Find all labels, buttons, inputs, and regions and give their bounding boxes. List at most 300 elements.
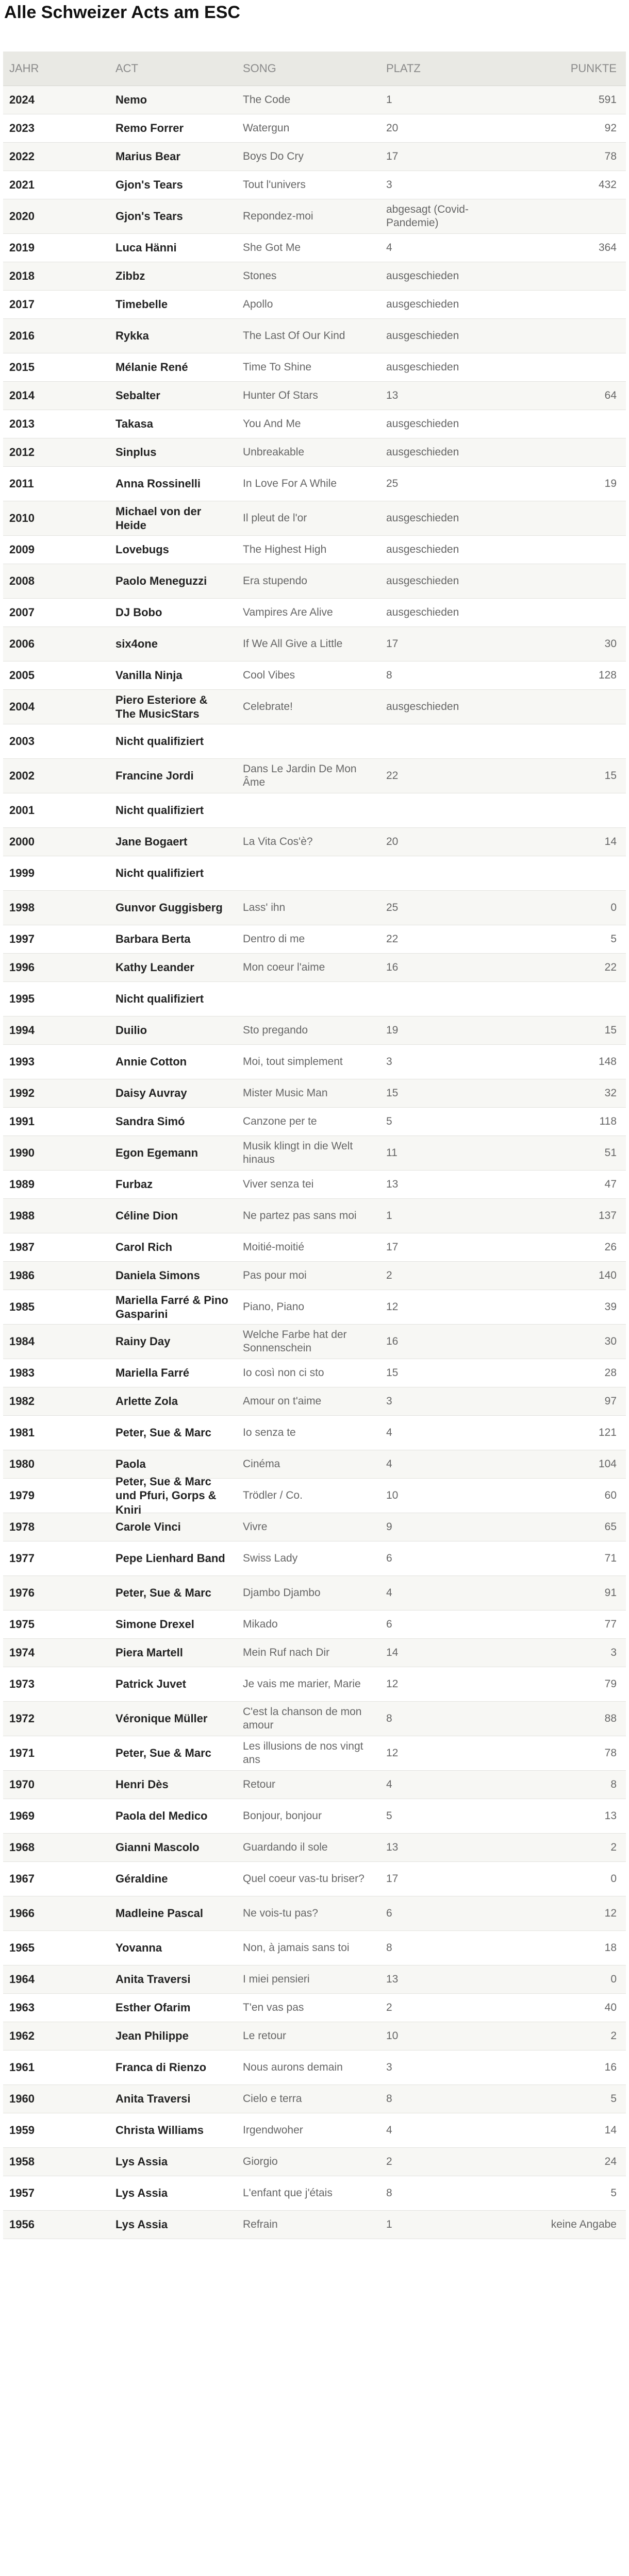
cell-punkte: 13 (604, 1809, 617, 1822)
cell-act: Nicht qualifiziert (115, 735, 204, 748)
cell-song: Cinéma (243, 1458, 280, 1470)
cell-platz: ausgeschieden (386, 574, 459, 587)
cell-act: Piera Martell (115, 1646, 183, 1659)
cell-year: 2006 (9, 637, 35, 651)
cell-song: Amour on t'aime (243, 1395, 322, 1407)
cell-platz: 10 (386, 2029, 399, 2042)
table-row (3, 1416, 626, 1450)
table-row (3, 1771, 626, 1799)
cell-act: Mariella Farré (115, 1366, 190, 1380)
table-row (3, 1799, 626, 1834)
cell-year: 2017 (9, 298, 35, 311)
cell-act: Daisy Auvray (115, 1087, 187, 1100)
table-row (3, 564, 626, 599)
cell-punkte: 591 (598, 93, 617, 106)
cell-act: Arlette Zola (115, 1395, 178, 1408)
cell-platz: 17 (386, 637, 399, 650)
cell-act: Yovanna (115, 1941, 162, 1955)
cell-year: 2012 (9, 446, 35, 459)
cell-song: Lass' ihn (243, 901, 286, 913)
table-row (3, 2050, 626, 2085)
cell-punkte: 5 (610, 2187, 617, 2199)
cell-act: Peter, Sue & Marc und Pfuri, Gorps & Kniri (115, 1475, 217, 1516)
cell-song: Stones (243, 269, 277, 282)
cell-year: 1978 (9, 1520, 35, 1534)
cell-year: 1979 (9, 1489, 35, 1502)
table-row (3, 410, 626, 438)
cell-platz: 15 (386, 1087, 399, 1099)
cell-platz: 3 (386, 2061, 392, 2073)
cell-platz: 3 (386, 1055, 392, 1067)
cell-year: 1999 (9, 867, 35, 880)
table-row (3, 1611, 626, 1639)
cell-year: 2002 (9, 769, 35, 783)
cell-punkte: 30 (604, 637, 617, 650)
cell-year: 2000 (9, 835, 35, 849)
cell-act: Lys Assia (115, 2187, 168, 2200)
cell-punkte: 2 (610, 2029, 617, 2042)
cell-song: Swiss Lady (243, 1552, 298, 1564)
table-row (3, 1199, 626, 1233)
cell-year: 2020 (9, 210, 35, 223)
table-row (3, 793, 626, 828)
table-row (3, 467, 626, 501)
cell-act: Michael von der Heide (115, 504, 202, 532)
cell-act: Sandra Simó (115, 1115, 185, 1128)
table-row (3, 353, 626, 382)
cell-year: 2019 (9, 241, 35, 255)
cell-platz: 8 (386, 1941, 392, 1954)
cell-year: 1969 (9, 1809, 35, 1823)
cell-punkte: keine Angabe (551, 2218, 617, 2230)
cell-punkte: 77 (604, 1618, 617, 1630)
cell-act: Barbara Berta (115, 933, 191, 946)
cell-punkte: 2 (610, 1841, 617, 1853)
table-row (3, 1994, 626, 2022)
cell-song: Time To Shine (243, 361, 312, 373)
cell-platz: 6 (386, 1552, 392, 1564)
cell-platz: ausgeschieden (386, 417, 459, 430)
cell-year: 2010 (9, 512, 35, 525)
cell-year: 2022 (9, 150, 35, 163)
cell-year: 1996 (9, 961, 35, 974)
cell-act: Mariella Farré & Pino Gasparini (115, 1293, 228, 1320)
cell-song: Mister Music Man (243, 1087, 328, 1099)
cell-song: The Last Of Our Kind (243, 329, 345, 342)
cell-punkte: 5 (610, 2092, 617, 2105)
cell-song: Dans Le Jardin De Mon Âme (243, 762, 357, 788)
cell-act: Simone Drexel (115, 1618, 194, 1631)
cell-act: six4one (115, 637, 158, 651)
cell-song: Bonjour, bonjour (243, 1809, 322, 1822)
cell-platz: 2 (386, 2001, 392, 2013)
cell-punkte: 8 (610, 1778, 617, 1790)
header-year: JAHR (9, 62, 39, 75)
cell-year: 1965 (9, 1941, 35, 1955)
table-row (3, 2085, 626, 2113)
cell-act: Egon Egemann (115, 1146, 198, 1160)
cell-act: Kathy Leander (115, 961, 194, 974)
table-row (3, 1079, 626, 1108)
cell-song: Irgendwoher (243, 2124, 303, 2136)
cell-punkte: 3 (610, 1646, 617, 1658)
table-row (3, 382, 626, 410)
cell-platz: 1 (386, 1209, 392, 1222)
cell-song: Celebrate! (243, 700, 293, 713)
cell-punkte: 128 (598, 669, 617, 681)
cell-act: Vanilla Ninja (115, 669, 183, 682)
cell-punkte: 28 (604, 1366, 617, 1379)
cell-year: 1968 (9, 1841, 35, 1854)
cell-punkte: 0 (610, 1872, 617, 1885)
cell-year: 1975 (9, 1618, 35, 1631)
cell-platz: 4 (386, 1586, 392, 1599)
cell-punkte: 24 (604, 2155, 617, 2167)
cell-punkte: 60 (604, 1489, 617, 1501)
cell-punkte: 5 (610, 933, 617, 945)
cell-year: 1992 (9, 1087, 35, 1100)
cell-song: Cielo e terra (243, 2092, 302, 2105)
cell-year: 1994 (9, 1024, 35, 1037)
cell-year: 1966 (9, 1907, 35, 1920)
cell-act: Christa Williams (115, 2124, 204, 2137)
cell-song: Quel coeur vas-tu briser? (243, 1872, 365, 1885)
cell-platz: 8 (386, 2187, 392, 2199)
cell-platz: 1 (386, 2218, 392, 2230)
cell-act: Jean Philippe (115, 2029, 189, 2043)
table-row (3, 2176, 626, 2211)
cell-act: Nicht qualifiziert (115, 992, 204, 1006)
cell-act: Sebalter (115, 389, 160, 402)
cell-act: Francine Jordi (115, 769, 194, 783)
cell-song: Il pleut de l'or (243, 512, 307, 524)
cell-song: L'enfant que j'étais (243, 2187, 333, 2199)
cell-platz: 3 (386, 178, 392, 191)
cell-platz: ausgeschieden (386, 298, 459, 310)
cell-year: 1986 (9, 1269, 35, 1282)
cell-platz: 13 (386, 1841, 399, 1853)
cell-year: 1967 (9, 1872, 35, 1886)
cell-song: Mon coeur l'aime (243, 961, 325, 973)
cell-song: Les illusions de nos vingt ans (243, 1740, 363, 1766)
header-punkte: PUNKTE (570, 62, 617, 75)
cell-song: Io senza te (243, 1426, 296, 1438)
cell-act: Anna Rossinelli (115, 477, 201, 490)
cell-act: Paola (115, 1458, 146, 1471)
cell-song: In Love For A While (243, 477, 337, 489)
cell-act: Zibbz (115, 269, 145, 283)
cell-punkte: 91 (604, 1586, 617, 1599)
cell-act: Sinplus (115, 446, 157, 459)
cell-act: Luca Hänni (115, 241, 177, 255)
table-row (3, 1639, 626, 1667)
cell-song: Djambo Djambo (243, 1586, 321, 1599)
cell-song: Sto pregando (243, 1024, 308, 1036)
cell-punkte: 12 (604, 1907, 617, 1919)
cell-act: Mélanie René (115, 361, 188, 374)
cell-year: 1960 (9, 2092, 35, 2106)
cell-punkte: 39 (604, 1300, 617, 1313)
cell-act: Patrick Juvet (115, 1677, 186, 1691)
cell-year: 1974 (9, 1646, 35, 1659)
table-row (3, 759, 626, 793)
cell-song: Pas pour moi (243, 1269, 307, 1281)
cell-platz: ausgeschieden (386, 700, 459, 713)
table-row (3, 1965, 626, 1994)
cell-act: Pepe Lienhard Band (115, 1552, 225, 1565)
cell-platz: 10 (386, 1489, 399, 1501)
cell-song: Mein Ruf nach Dir (243, 1646, 330, 1658)
cell-year: 2021 (9, 178, 35, 192)
cell-platz: 1 (386, 93, 392, 106)
cell-platz: 20 (386, 835, 399, 848)
cell-act: Piero Esteriore & The MusicStars (115, 693, 208, 720)
cell-platz: 5 (386, 1809, 392, 1822)
cell-act: Nemo (115, 93, 147, 107)
cell-year: 2011 (9, 477, 34, 490)
cell-song: I miei pensieri (243, 1973, 310, 1985)
cell-song: Retour (243, 1778, 276, 1790)
cell-act: Lys Assia (115, 2155, 168, 2168)
cell-year: 2014 (9, 389, 35, 402)
cell-platz: 9 (386, 1520, 392, 1533)
cell-platz: 2 (386, 1269, 392, 1281)
cell-year: 2024 (9, 93, 35, 107)
cell-song: Vampires Are Alive (243, 606, 333, 618)
cell-year: 1976 (9, 1586, 35, 1600)
cell-year: 2001 (9, 804, 35, 817)
cell-act: DJ Bobo (115, 606, 162, 619)
cell-act: Rykka (115, 329, 149, 343)
cell-punkte: 104 (598, 1458, 617, 1470)
table-row (3, 1325, 626, 1359)
cell-act: Gjon's Tears (115, 210, 183, 223)
cell-platz: ausgeschieden (386, 329, 459, 342)
table-row (3, 2022, 626, 2050)
cell-act: Lovebugs (115, 543, 169, 556)
cell-act: Marius Bear (115, 150, 180, 163)
cell-platz: 4 (386, 241, 392, 253)
table-row (3, 1136, 626, 1171)
table-row (3, 925, 626, 954)
table-row (3, 291, 626, 319)
cell-song: Ne partez pas sans moi (243, 1209, 357, 1222)
cell-year: 2018 (9, 269, 35, 283)
cell-year: 2009 (9, 543, 35, 556)
cell-act: Anita Traversi (115, 1973, 191, 1986)
cell-act: Nicht qualifiziert (115, 867, 204, 880)
cell-platz: 3 (386, 1395, 392, 1407)
cell-song: Tout l'univers (243, 178, 306, 191)
table-row (3, 1896, 626, 1931)
cell-year: 1956 (9, 2218, 35, 2231)
cell-act: Paolo Meneguzzi (115, 574, 207, 588)
cell-song: Musik klingt in die Welt hinaus (243, 1140, 353, 1165)
cell-punkte: 71 (604, 1552, 617, 1564)
cell-song: Vivre (243, 1520, 268, 1533)
cell-platz: 12 (386, 1300, 399, 1313)
cell-year: 1997 (9, 933, 35, 946)
cell-punkte: 64 (604, 389, 617, 401)
cell-year: 1957 (9, 2187, 35, 2200)
table-row (3, 1541, 626, 1576)
cell-punkte: 78 (604, 1747, 617, 1759)
cell-act: Takasa (115, 417, 153, 431)
cell-song: Viver senza tei (243, 1178, 314, 1190)
cell-platz: 4 (386, 1458, 392, 1470)
cell-year: 1995 (9, 992, 35, 1006)
cell-song: Watergun (243, 122, 290, 134)
cell-year: 1988 (9, 1209, 35, 1223)
cell-platz: ausgeschieden (386, 269, 459, 282)
table-header (3, 52, 626, 86)
cell-year: 1993 (9, 1055, 35, 1069)
table-row (3, 1171, 626, 1199)
cell-punkte: 0 (610, 1973, 617, 1985)
cell-song: Refrain (243, 2218, 278, 2230)
table-row (3, 1834, 626, 1862)
cell-year: 1961 (9, 2061, 35, 2074)
cell-year: 1982 (9, 1395, 35, 1408)
cell-year: 1962 (9, 2029, 35, 2043)
table-row (3, 2148, 626, 2176)
cell-song: Trödler / Co. (243, 1489, 303, 1501)
table-row (3, 1667, 626, 1702)
cell-song: La Vita Cos'è? (243, 835, 313, 848)
cell-act: Paola del Medico (115, 1809, 208, 1823)
cell-punkte: 79 (604, 1677, 617, 1690)
cell-platz: 4 (386, 2124, 392, 2136)
cell-act: Rainy Day (115, 1335, 171, 1348)
table-row (3, 1108, 626, 1136)
cell-year: 1973 (9, 1677, 35, 1691)
table-body (3, 86, 626, 2239)
cell-punkte: 78 (604, 150, 617, 162)
cell-punkte: 16 (604, 2061, 617, 2073)
cell-act: Franca di Rienzo (115, 2061, 207, 2074)
cell-song: If We All Give a Little (243, 637, 343, 650)
cell-year: 1998 (9, 901, 35, 914)
cell-platz: ausgeschieden (386, 361, 459, 373)
acts-table (3, 52, 626, 2239)
table-row (3, 662, 626, 690)
cell-song: C'est la chanson de mon amour (243, 1705, 362, 1731)
cell-punkte: 19 (604, 477, 617, 489)
cell-act: Peter, Sue & Marc (115, 1426, 211, 1439)
table-row (3, 143, 626, 171)
cell-year: 1985 (9, 1300, 35, 1314)
cell-punkte: 15 (604, 769, 617, 782)
cell-platz: 13 (386, 1973, 399, 1985)
table-row (3, 599, 626, 627)
cell-act: Géraldine (115, 1872, 168, 1886)
cell-act: Véronique Müller (115, 1712, 208, 1725)
cell-song: Piano, Piano (243, 1300, 305, 1313)
table-row (3, 1262, 626, 1290)
cell-platz: ausgeschieden (386, 446, 459, 458)
cell-platz: 13 (386, 1178, 399, 1190)
table-row (3, 891, 626, 925)
cell-platz: 20 (386, 122, 399, 134)
cell-year: 1991 (9, 1115, 35, 1128)
cell-song: Mikado (243, 1618, 278, 1630)
cell-year: 1990 (9, 1146, 35, 1160)
cell-act: Peter, Sue & Marc (115, 1747, 211, 1760)
cell-platz: 12 (386, 1677, 399, 1690)
cell-platz: ausgeschieden (386, 606, 459, 618)
cell-song: Giorgio (243, 2155, 278, 2167)
cell-year: 1983 (9, 1366, 35, 1380)
cell-punkte: 364 (598, 241, 617, 253)
cell-song: Moi, tout simplement (243, 1055, 343, 1067)
cell-punkte: 0 (610, 901, 617, 913)
cell-platz: 4 (386, 1426, 392, 1438)
cell-platz: 16 (386, 961, 399, 973)
table-row (3, 690, 626, 724)
cell-act: Duilio (115, 1024, 147, 1037)
cell-act: Gunvor Guggisberg (115, 901, 223, 914)
cell-year: 2003 (9, 735, 35, 748)
cell-act: Remo Forrer (115, 122, 184, 135)
cell-act: Carole Vinci (115, 1520, 181, 1534)
cell-act: Anita Traversi (115, 2092, 191, 2106)
cell-year: 1977 (9, 1552, 35, 1565)
cell-punkte: 30 (604, 1335, 617, 1347)
cell-platz: 22 (386, 769, 399, 782)
cell-song: Dentro di me (243, 933, 305, 945)
cell-song: Cool Vibes (243, 669, 295, 681)
cell-punkte: 65 (604, 1520, 617, 1533)
table-row (3, 1513, 626, 1541)
cell-platz: 19 (386, 1024, 399, 1036)
cell-platz: 5 (386, 1115, 392, 1127)
table-row (3, 1387, 626, 1416)
cell-platz: 6 (386, 1907, 392, 1919)
table-row (3, 114, 626, 143)
cell-punkte: 32 (604, 1087, 617, 1099)
cell-year: 1963 (9, 2001, 35, 2014)
cell-punkte: 47 (604, 1178, 617, 1190)
table-row (3, 1736, 626, 1771)
cell-song: The Code (243, 93, 291, 106)
cell-year: 2007 (9, 606, 35, 619)
cell-song: Repondez-moi (243, 210, 313, 222)
cell-year: 1980 (9, 1458, 35, 1471)
cell-platz: abgesagt (Covid-Pandemie) (386, 203, 469, 229)
cell-song: Hunter Of Stars (243, 389, 318, 401)
table-row (3, 1233, 626, 1262)
cell-song: Le retour (243, 2029, 287, 2042)
header-song: SONG (243, 62, 276, 75)
cell-punkte: 121 (598, 1426, 617, 1438)
cell-platz: 11 (386, 1146, 398, 1159)
cell-platz: 12 (386, 1747, 399, 1759)
cell-year: 1987 (9, 1241, 35, 1254)
cell-act: Madleine Pascal (115, 1907, 203, 1920)
cell-year: 1989 (9, 1178, 35, 1191)
table-row (3, 199, 626, 234)
table-row (3, 627, 626, 662)
cell-song: Unbreakable (243, 446, 305, 458)
cell-punkte: 140 (598, 1269, 617, 1281)
cell-platz: 4 (386, 1778, 392, 1790)
cell-act: Nicht qualifiziert (115, 804, 204, 817)
header-platz: PLATZ (386, 62, 421, 75)
table-row (3, 501, 626, 536)
table-row (3, 1016, 626, 1045)
cell-year: 1959 (9, 2124, 35, 2137)
cell-song: T'en vas pas (243, 2001, 304, 2013)
